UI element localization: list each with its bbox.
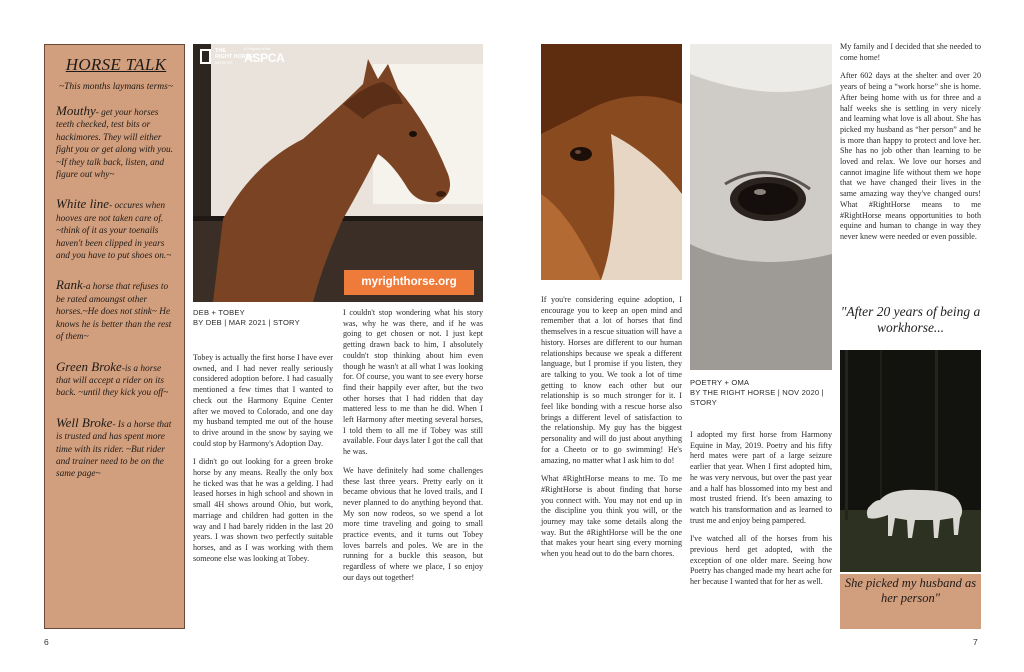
sidebar-definition: - get your horses teeth checked, test bits or hackimores. They will either fight you or get along with you. ~If they talk back, listen, and figure out why~ <box>56 108 173 181</box>
caption-title: POETRY + OMA <box>690 378 750 387</box>
article-column <box>343 308 483 584</box>
sidebar-definition: - occures when hooves are not taken care of. ~think of it as your toenails haven't been clipped in years and you have to put shoes on.~ <box>56 201 172 262</box>
sidebar-definition: -is a horse that will accept a rider on its back. ~until they kick you off~ <box>56 363 169 399</box>
paragraph: What #RightHorse means to me. To me #RightHorse is about finding that horse you connect with. You may not end up in the discipline you think you will, or the journey may take some details along the way. But the #RightHorse will be the one that makes your heart sing every morning when you head out to do the barn chores. <box>541 474 682 559</box>
article-column <box>840 42 981 243</box>
paragraph: I couldn't stop wondering what his story was, why he was there, and if he was going to get chosen or not. I just kept getting drawn back to him, I absolutely couldn't stop thinking about him even though he wasn't at all what I was looking for. Of course, you want to see every horse find their happily ever after, but the two other horses that I had ridden that day mattered less to me than he did. When I left Harmony after meeting several horses, I told them to all me if Tobey was still available. Four days later I got the call that he was. <box>343 308 483 457</box>
sidebar-definition: - Is a horse that is trusted and has spent more time with its rider. ~But rider and trainer need to be on the same page~ <box>56 419 172 480</box>
caption-title: DEB + TOBEY <box>193 308 245 317</box>
sidebar-term: White line <box>56 196 110 212</box>
logo-text: INITIATIVE <box>215 61 233 65</box>
sidebar-entry <box>56 105 176 181</box>
paragraph: My family and I decided that she needed to come home! <box>840 42 981 62</box>
sidebar-subtitle: ~This months laymans terms~ <box>59 82 173 92</box>
sidebar-title: HORSE TALK <box>65 55 167 74</box>
photo-chestnut-horse <box>541 44 682 280</box>
article-column <box>193 353 333 564</box>
pull-quote: "After 20 years of being a workhorse... <box>840 304 981 335</box>
story-caption <box>690 378 830 408</box>
grey-horse-illustration <box>690 44 832 370</box>
aspca-program-text: A Program of the <box>244 47 271 51</box>
article-column <box>541 295 682 560</box>
white-horse-illustration <box>840 350 981 572</box>
story-caption <box>193 308 328 328</box>
logo-text: RIGHT HORSE <box>215 54 254 60</box>
bay-horse-illustration <box>193 44 483 302</box>
sidebar-entry <box>56 279 176 343</box>
chestnut-horse-illustration <box>541 44 682 280</box>
caption-byline: BY DEB | MAR 2021 | STORY <box>193 318 300 327</box>
paragraph: I adopted my first horse from Harmony Equine in May, 2019. Poetry and his fifty herd mates were part of a large seizure earlier that year. When I first adopted him, he was very nervous, but over the past year and a half has blossomed into my best and most trusted friend. It's been amazing to watch his transformation and as learned to trust me and enjoy being pampered. <box>690 430 832 525</box>
logo-text: THE <box>215 48 226 54</box>
sidebar-term: Well Broke <box>56 414 113 430</box>
photo-white-horse-grazing <box>840 350 981 572</box>
sidebar-term: Rank <box>56 277 83 293</box>
page-number-left: 6 <box>44 637 49 647</box>
page-number-right: 7 <box>973 637 978 647</box>
sidebar-term: Green Broke <box>56 358 122 374</box>
sidebar-entry <box>56 358 176 400</box>
photo-grey-horse-eye <box>690 44 832 370</box>
paragraph: We have definitely had some challenges these last three years. Pretty early on it became obvious that he loved trails, and I never planned to do anything beyond that. My son now rodeos, so we spend a lot more time traveling and going to small practice events, and it turns out Tobey loves barrels and poles. We are in the running for a buckle this season, but regardless of where we place, I so enjoy our days out together! <box>343 465 483 582</box>
paragraph: After 602 days at the shelter and over 20 years of being a “work horse” she is home. After being home with us for three and a half weeks she is settling in very nicely and learning what love is all about. She has picked my husband as “her person” and he is more than happy to protect and love her. She has no job other than learning to be loved and relax. We love our horses and cannot imagine life without them we hope that we have changed their lives in the same amazing way they've changed ours! What #RightHorse means to me #RightHorse means opportunities to both equine and human to change in way they never knew were needed or even possible. <box>840 71 981 241</box>
paragraph: I didn't go out looking for a green broke horse by any means. Really the only box he ticked was that he was a gelding. I had leased horses in high school and shown in small 4H shows around Ohio, but work, marriage and children had gotten in the way and I had barely ridden in the last 20 years. I was shown two perfectly suitable horses, and as I was working with them someone else was looking at Tobey. <box>193 457 333 563</box>
sidebar-entry <box>56 198 176 262</box>
sidebar-term: Mouthy <box>56 103 96 118</box>
aspca-logo: ASPCA <box>244 51 285 65</box>
paragraph: I've watched all of the horses from his previous herd get adopted, with the exception of one older mare. Seeing how Poetry has changed made my heart ache for her because I wanted that for her as well. <box>690 534 832 587</box>
logo-mark-icon <box>200 49 211 64</box>
caption-byline: BY THE RIGHT HORSE | NOV 2020 | STORY <box>690 388 824 407</box>
photo-bay-horse <box>193 44 483 302</box>
horse-talk-sidebar <box>44 44 185 629</box>
pull-quote-box: She picked my husband as her person" <box>840 574 981 629</box>
paragraph: Tobey is actually the first horse I have ever owned, and I had never really seriously considered adoption before. I had casually mentioned a few times that I wanted to check out the Harmony Equine Center after we moved to Colorado, and one day my husband tempted me out of the house to drive around in the snow by saying we could stop by Harmony's Adoption Day. <box>193 353 333 448</box>
sidebar-definition: -a horse that refuses to be rated amoungst other horses.~He does not stink~ He knows he is better than the rest of them~ <box>56 282 172 343</box>
url-badge: myrighthorse.org <box>344 270 474 295</box>
sidebar-entry <box>56 414 176 481</box>
article-column <box>690 430 832 588</box>
paragraph: If you're considering equine adoption, I encourage you to keep an open mind and remember that a lot of horses that find themselves in a rescue situation will have a history. Horses are different to our human relationships because we speak a different language, but I promise if you listen, they are talking to you. We took a lot of time getting to know each other but our relationship is so much stronger for it. I feel like bonding with a rescue horse also brings a different level of satisfaction to the relationship. My guy has the biggest personality and will do just about anything for a Cheeto or to go swimming! He's amazing, no matter what I ask him to do! <box>541 295 682 465</box>
